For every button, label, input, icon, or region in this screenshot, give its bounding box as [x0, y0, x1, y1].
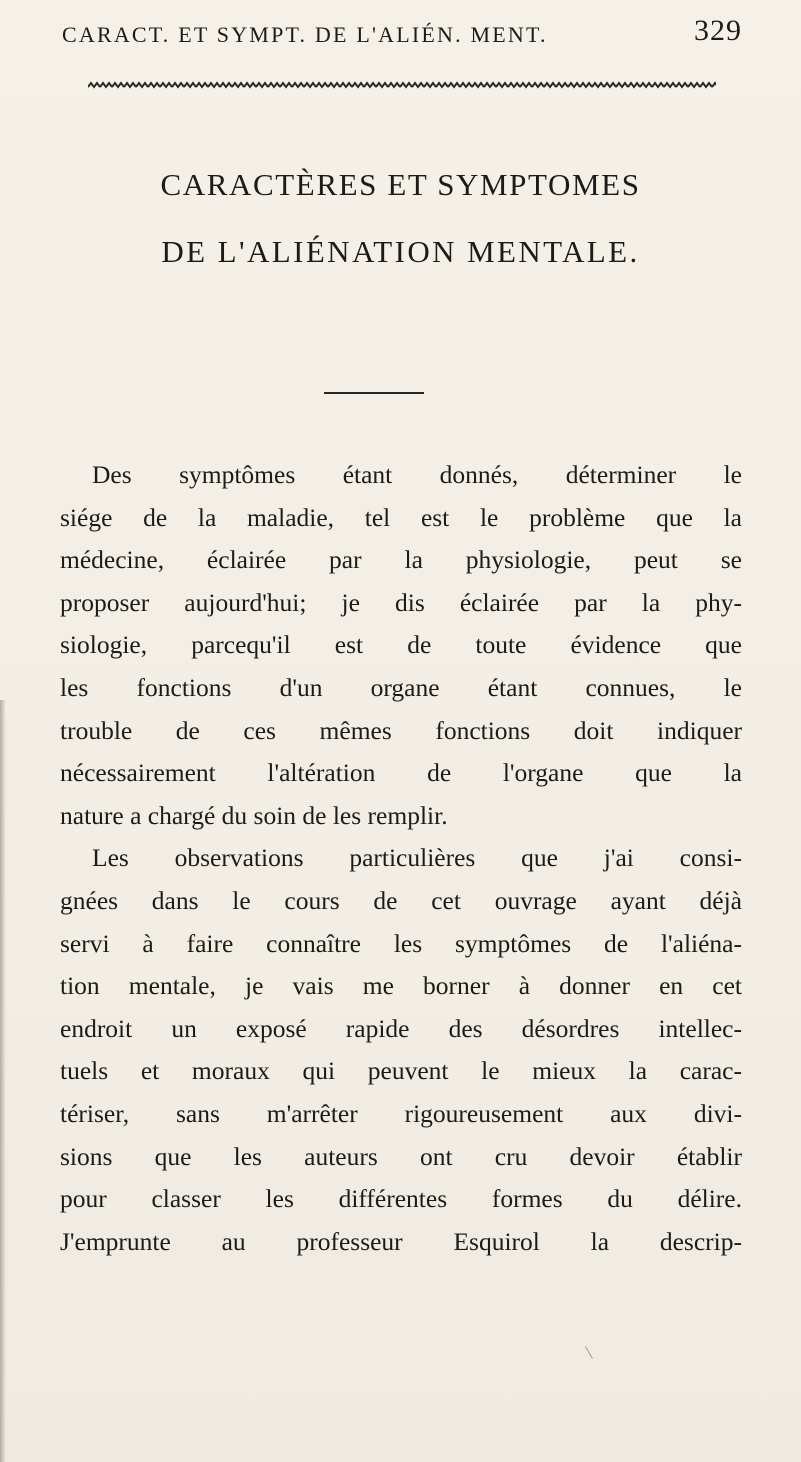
body-line: tion mentale, je vais me borner à donner en cet [60, 971, 742, 1001]
chapter-title-line-1: CARACTÈRES ET SYMPTOMES [160, 167, 641, 202]
body-line: tuels et moraux qui peuvent le mieux la carac- [60, 1056, 742, 1086]
running-head [62, 14, 742, 54]
body-paragraphs [60, 454, 742, 1263]
body-line: tériser, sans m'arrêter rigoureusement aux divi- [60, 1098, 742, 1128]
body-line: servi à faire connaître les symptômes de l'aliéna- [60, 928, 742, 958]
body-line: J'emprunte au professeur Esquirol la descrip- [60, 1226, 742, 1256]
body-line: trouble de ces mêmes fonctions doit indiquer [60, 715, 742, 745]
page-number: 329 [694, 14, 742, 47]
body-line: les fonctions d'un organe étant connues, le [60, 672, 742, 702]
body-line: Des symptômes étant donnés, déterminer le [92, 460, 742, 489]
body-line: siége de la maladie, tel est le problème que la [60, 502, 742, 532]
body-line: médecine, éclairée par la physiologie, peut se [60, 545, 742, 575]
running-head-text: CARACT. ET SYMPT. DE L'ALIÉN. MENT. [62, 22, 548, 47]
body-line: pour classer les différentes formes du délire. [60, 1184, 742, 1214]
body-line: gnées dans le cours de cet ouvrage ayant déjà [60, 885, 742, 915]
title-divider [324, 392, 424, 394]
ornamental-rule [88, 80, 716, 90]
body-line: sions que les auteurs ont cru devoir établir [60, 1141, 742, 1171]
body-line: nature a chargé du soin de les remplir. [60, 800, 448, 830]
chapter-title-line-2: DE L'ALIÉNATION MENTALE. [161, 234, 640, 269]
body-line: siologie, parcequ'il est de toute évidence que [60, 630, 742, 660]
body-line: proposer aujourd'hui; je dis éclairée par la phy- [60, 587, 742, 617]
body-line: nécessairement l'altération de l'organe que la [60, 758, 742, 788]
spine-shadow [0, 700, 6, 1462]
paper-speck [585, 1343, 598, 1359]
body-line: Les observations particulières que j'ai consi- [92, 843, 742, 873]
body-line: endroit un exposé rapide des désordres intellec- [60, 1013, 742, 1043]
